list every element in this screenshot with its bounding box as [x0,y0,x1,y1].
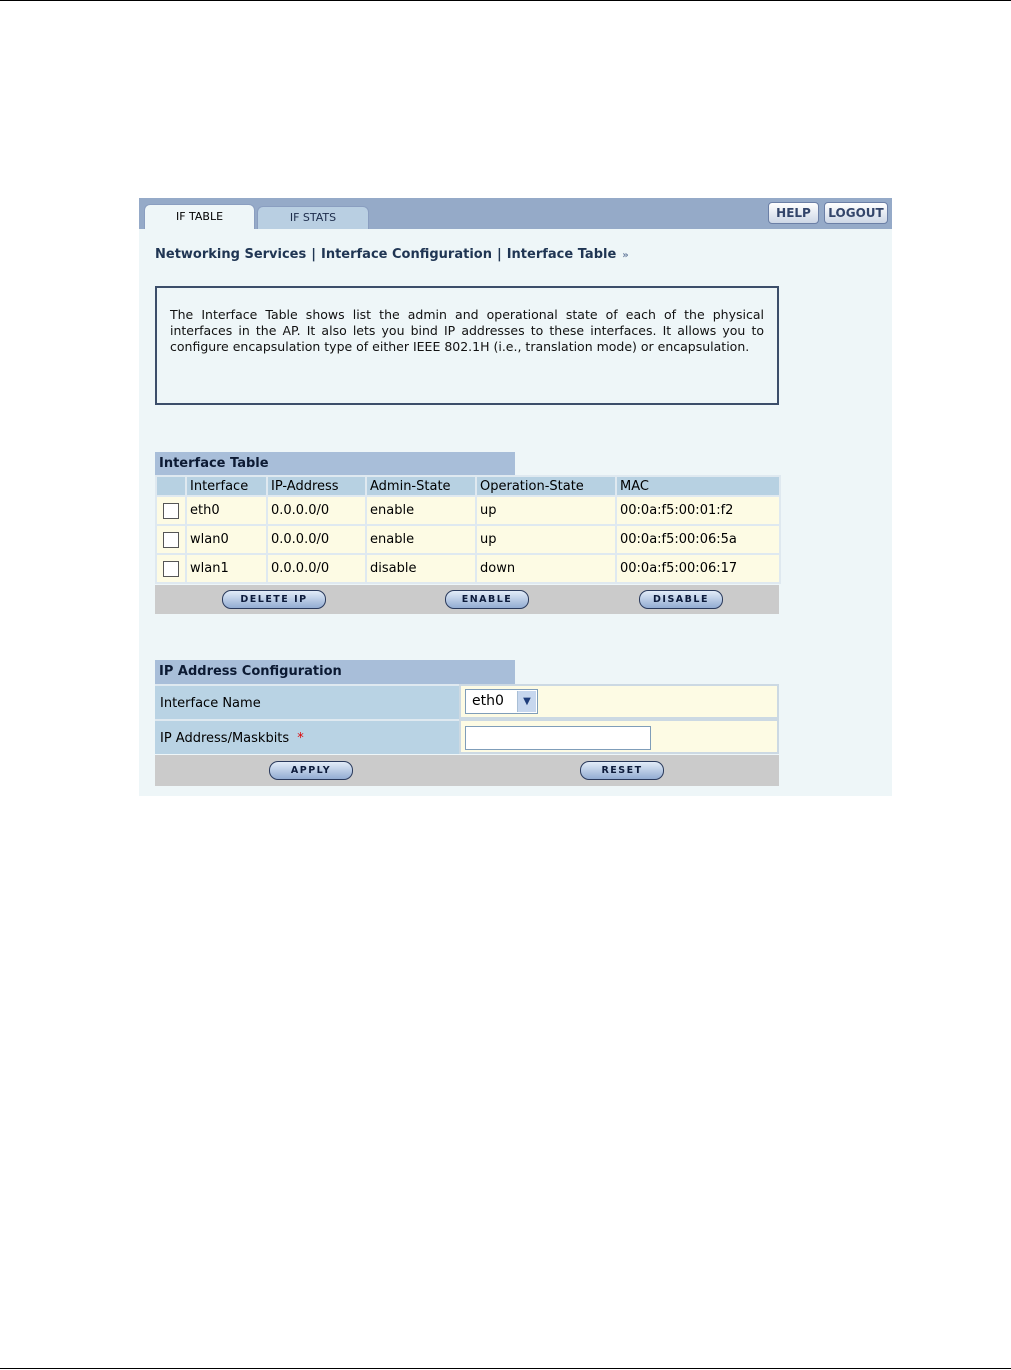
interface-table-button-bar [155,585,779,614]
cell-admin-state: enable [366,496,476,525]
tab-if-stats[interactable]: IF STATS [257,206,369,229]
ip-config-button-bar [155,755,779,786]
interface-name-cell [459,684,779,719]
row-checkbox[interactable] [163,561,179,577]
ip-config-title: IP Address Configuration [155,660,515,684]
double-chevron-right-icon: » [622,250,629,261]
cell-interface: eth0 [186,496,267,525]
column-header-operation-state: Operation-State [476,476,616,496]
table-row [156,496,780,525]
cell-operation-state: down [476,554,616,583]
page-top-rule [0,0,1011,1]
row-select-cell [156,496,186,525]
required-marker: * [297,731,304,746]
cell-operation-state: up [476,525,616,554]
ip-address-cell [459,719,779,754]
reset-button[interactable]: RESET [580,761,664,780]
delete-ip-button[interactable]: DELETE IP [222,590,326,609]
cell-admin-state: enable [366,525,476,554]
interface-name-row [155,684,779,719]
table-row [156,554,780,583]
select-column-header [156,476,186,496]
breadcrumb-separator: | [311,247,316,262]
ip-address-row [155,719,779,754]
cell-ip-address: 0.0.0.0/0 [267,496,366,525]
interface-name-select[interactable] [465,689,538,714]
tab-if-table[interactable]: IF TABLE [144,204,255,229]
logout-button[interactable]: LOGOUT [824,202,888,224]
top-tab-bar [139,198,892,229]
interface-table [155,475,781,584]
row-checkbox[interactable] [163,532,179,548]
ip-address-input[interactable] [465,726,651,750]
breadcrumb-item-networking-services[interactable]: Networking Services [155,247,307,262]
cell-interface: wlan1 [186,554,267,583]
table-row [156,525,780,554]
row-select-cell [156,525,186,554]
description-box [155,286,779,405]
interface-name-selected-value: eth0 [472,693,504,709]
chevron-down-icon[interactable]: ▼ [517,691,536,712]
help-button[interactable]: HELP [768,202,819,224]
page-bottom-rule [0,1368,1011,1369]
row-checkbox[interactable] [163,503,179,519]
column-header-mac: MAC [616,476,780,496]
cell-mac: 00:0a:f5:00:06:17 [616,554,780,583]
table-header-row [156,476,780,496]
column-header-admin-state: Admin-State [366,476,476,496]
description-text: The Interface Table shows list the admin and operational state of each of the physical interfaces in the AP. It also lets you bind IP addresses to these interfaces. It allows you to configure encapsulation type of either IEEE 802.1H (i.e., translation mode) or encapsulation. [170,307,764,354]
enable-button[interactable]: ENABLE [445,590,529,609]
interface-name-label: Interface Name [155,684,459,719]
cell-mac: 00:0a:f5:00:06:5a [616,525,780,554]
apply-button[interactable]: APPLY [269,761,353,780]
column-header-ip-address: IP-Address [267,476,366,496]
disable-button[interactable]: DISABLE [639,590,723,609]
cell-admin-state: disable [366,554,476,583]
web-admin-panel [139,198,892,796]
cell-operation-state: up [476,496,616,525]
breadcrumb-item-interface-table: Interface Table [506,247,617,262]
cell-ip-address: 0.0.0.0/0 [267,525,366,554]
breadcrumb [155,247,629,262]
cell-mac: 00:0a:f5:00:01:f2 [616,496,780,525]
column-header-interface: Interface [186,476,267,496]
breadcrumb-separator: | [496,247,502,262]
row-select-cell [156,554,186,583]
interface-table-title: Interface Table [155,452,515,476]
ip-address-label-cell [155,719,459,754]
ip-address-label: IP Address/Maskbits [160,731,290,746]
cell-ip-address: 0.0.0.0/0 [267,554,366,583]
cell-interface: wlan0 [186,525,267,554]
breadcrumb-item-interface-configuration[interactable]: Interface Configuration [320,247,492,262]
